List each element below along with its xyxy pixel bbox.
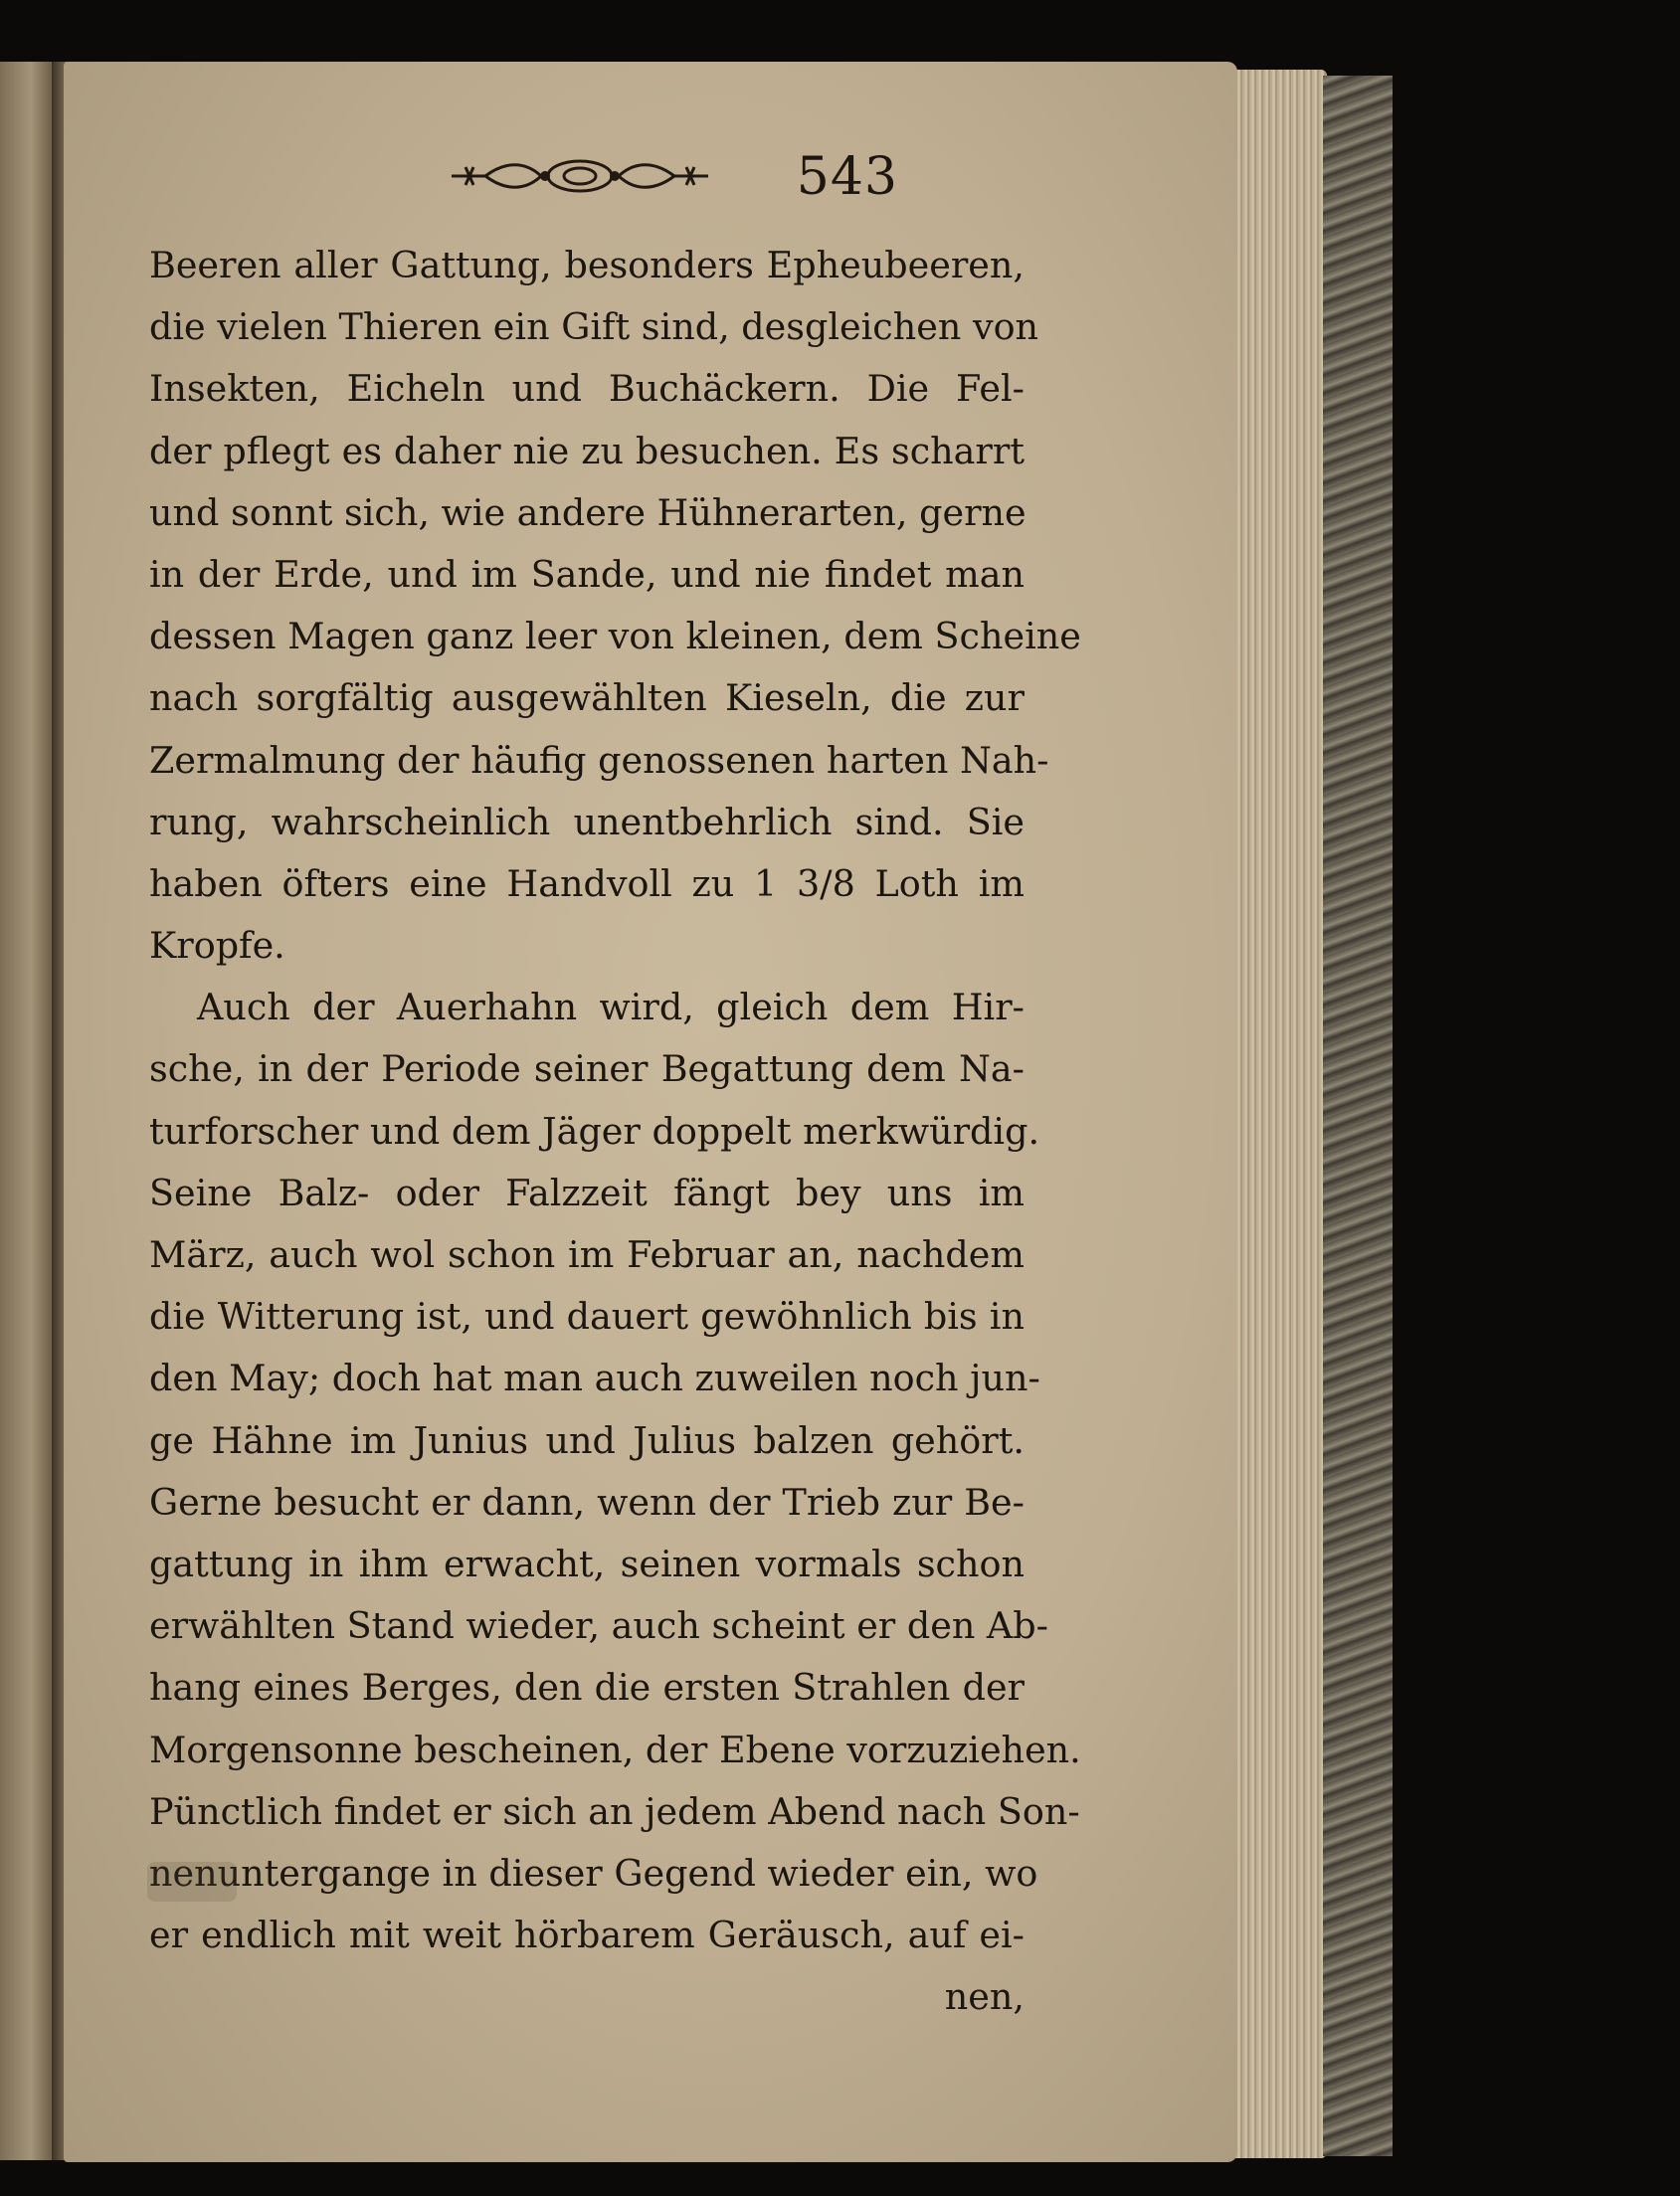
text-line: gattung in ihm erwacht, seinen vormals schon xyxy=(149,1542,1025,1585)
text-line: März, auch wol schon im Februar an, nachdem xyxy=(149,1233,1025,1276)
page-header xyxy=(446,147,1042,217)
text-line: Gerne besucht er dann, wenn der Trieb zur Be- xyxy=(149,1480,1025,1524)
catchword: nen, xyxy=(944,1975,1025,2019)
text-line: die vielen Thieren ein Gift sind, desgleichen von xyxy=(149,305,1039,349)
text-line: nenuntergange in dieser Gegend wieder ein, wo xyxy=(149,1851,1038,1895)
text-line: turforscher und dem Jäger doppelt merkwürdig. xyxy=(149,1109,1040,1153)
text-line: die Witterung ist, und dauert gewöhnlich bis in xyxy=(149,1295,1025,1339)
text-line: Morgensonne bescheinen, der Ebene vorzuziehen. xyxy=(149,1728,1081,1771)
text-line: haben öfters eine Handvoll zu 1 3/8 Loth im xyxy=(149,861,1025,905)
text-line: er endlich mit weit hörbarem Geräusch, auf ei- xyxy=(149,1914,1025,1957)
marbled-cover xyxy=(1323,76,1393,2156)
text-line: rung, wahrscheinlich unentbehrlich sind. Sie xyxy=(149,800,1025,843)
text-line: Pünctlich findet er sich an jedem Abend nach Son- xyxy=(149,1789,1080,1833)
page-body-text xyxy=(149,235,1081,2028)
text-line: hang eines Berges, den die ersten Strahlen der xyxy=(149,1666,1025,1710)
text-line: Auch der Auerhahn wird, gleich dem Hir- xyxy=(197,986,1025,1029)
text-line: nach sorgfältig ausgewählten Kieseln, die zur xyxy=(149,676,1025,720)
text-line: den May; doch hat man auch zuweilen noch jun- xyxy=(149,1357,1040,1400)
text-line: Beeren aller Gattung, besonders Epheubeeren, xyxy=(149,244,1025,286)
text-line: dessen Magen ganz leer von kleinen, dem Scheine xyxy=(149,615,1081,658)
ink-smudge xyxy=(147,1862,237,1902)
text-line: in der Erde, und im Sande, und nie findet man xyxy=(149,552,1025,596)
text-line: Zermalmung der häufig genossenen harten Nah- xyxy=(149,738,1049,782)
facing-page-edge xyxy=(0,62,52,2160)
text-line: Seine Balz- oder Falzzeit fängt bey uns im xyxy=(149,1171,1025,1214)
page-number: 543 xyxy=(796,147,898,207)
text-line: Kropfe. xyxy=(149,924,285,968)
text-line: sche, in der Periode seiner Begattung dem Na- xyxy=(149,1047,1025,1091)
text-line: erwählten Stand wieder, auch scheint er den Ab- xyxy=(149,1604,1048,1648)
text-line: ge Hähne im Junius und Julius balzen gehört. xyxy=(149,1418,1025,1462)
text-line: Insekten, Eicheln und Buchäckern. Die Fel- xyxy=(149,367,1025,411)
page-block-edges xyxy=(1229,70,1327,2158)
header-ornament-icon xyxy=(446,155,714,197)
text-line: und sonnt sich, wie andere Hühnerarten, gerne xyxy=(149,490,1027,534)
text-line: der pflegt es daher nie zu besuchen. Es scharrt xyxy=(149,429,1025,472)
